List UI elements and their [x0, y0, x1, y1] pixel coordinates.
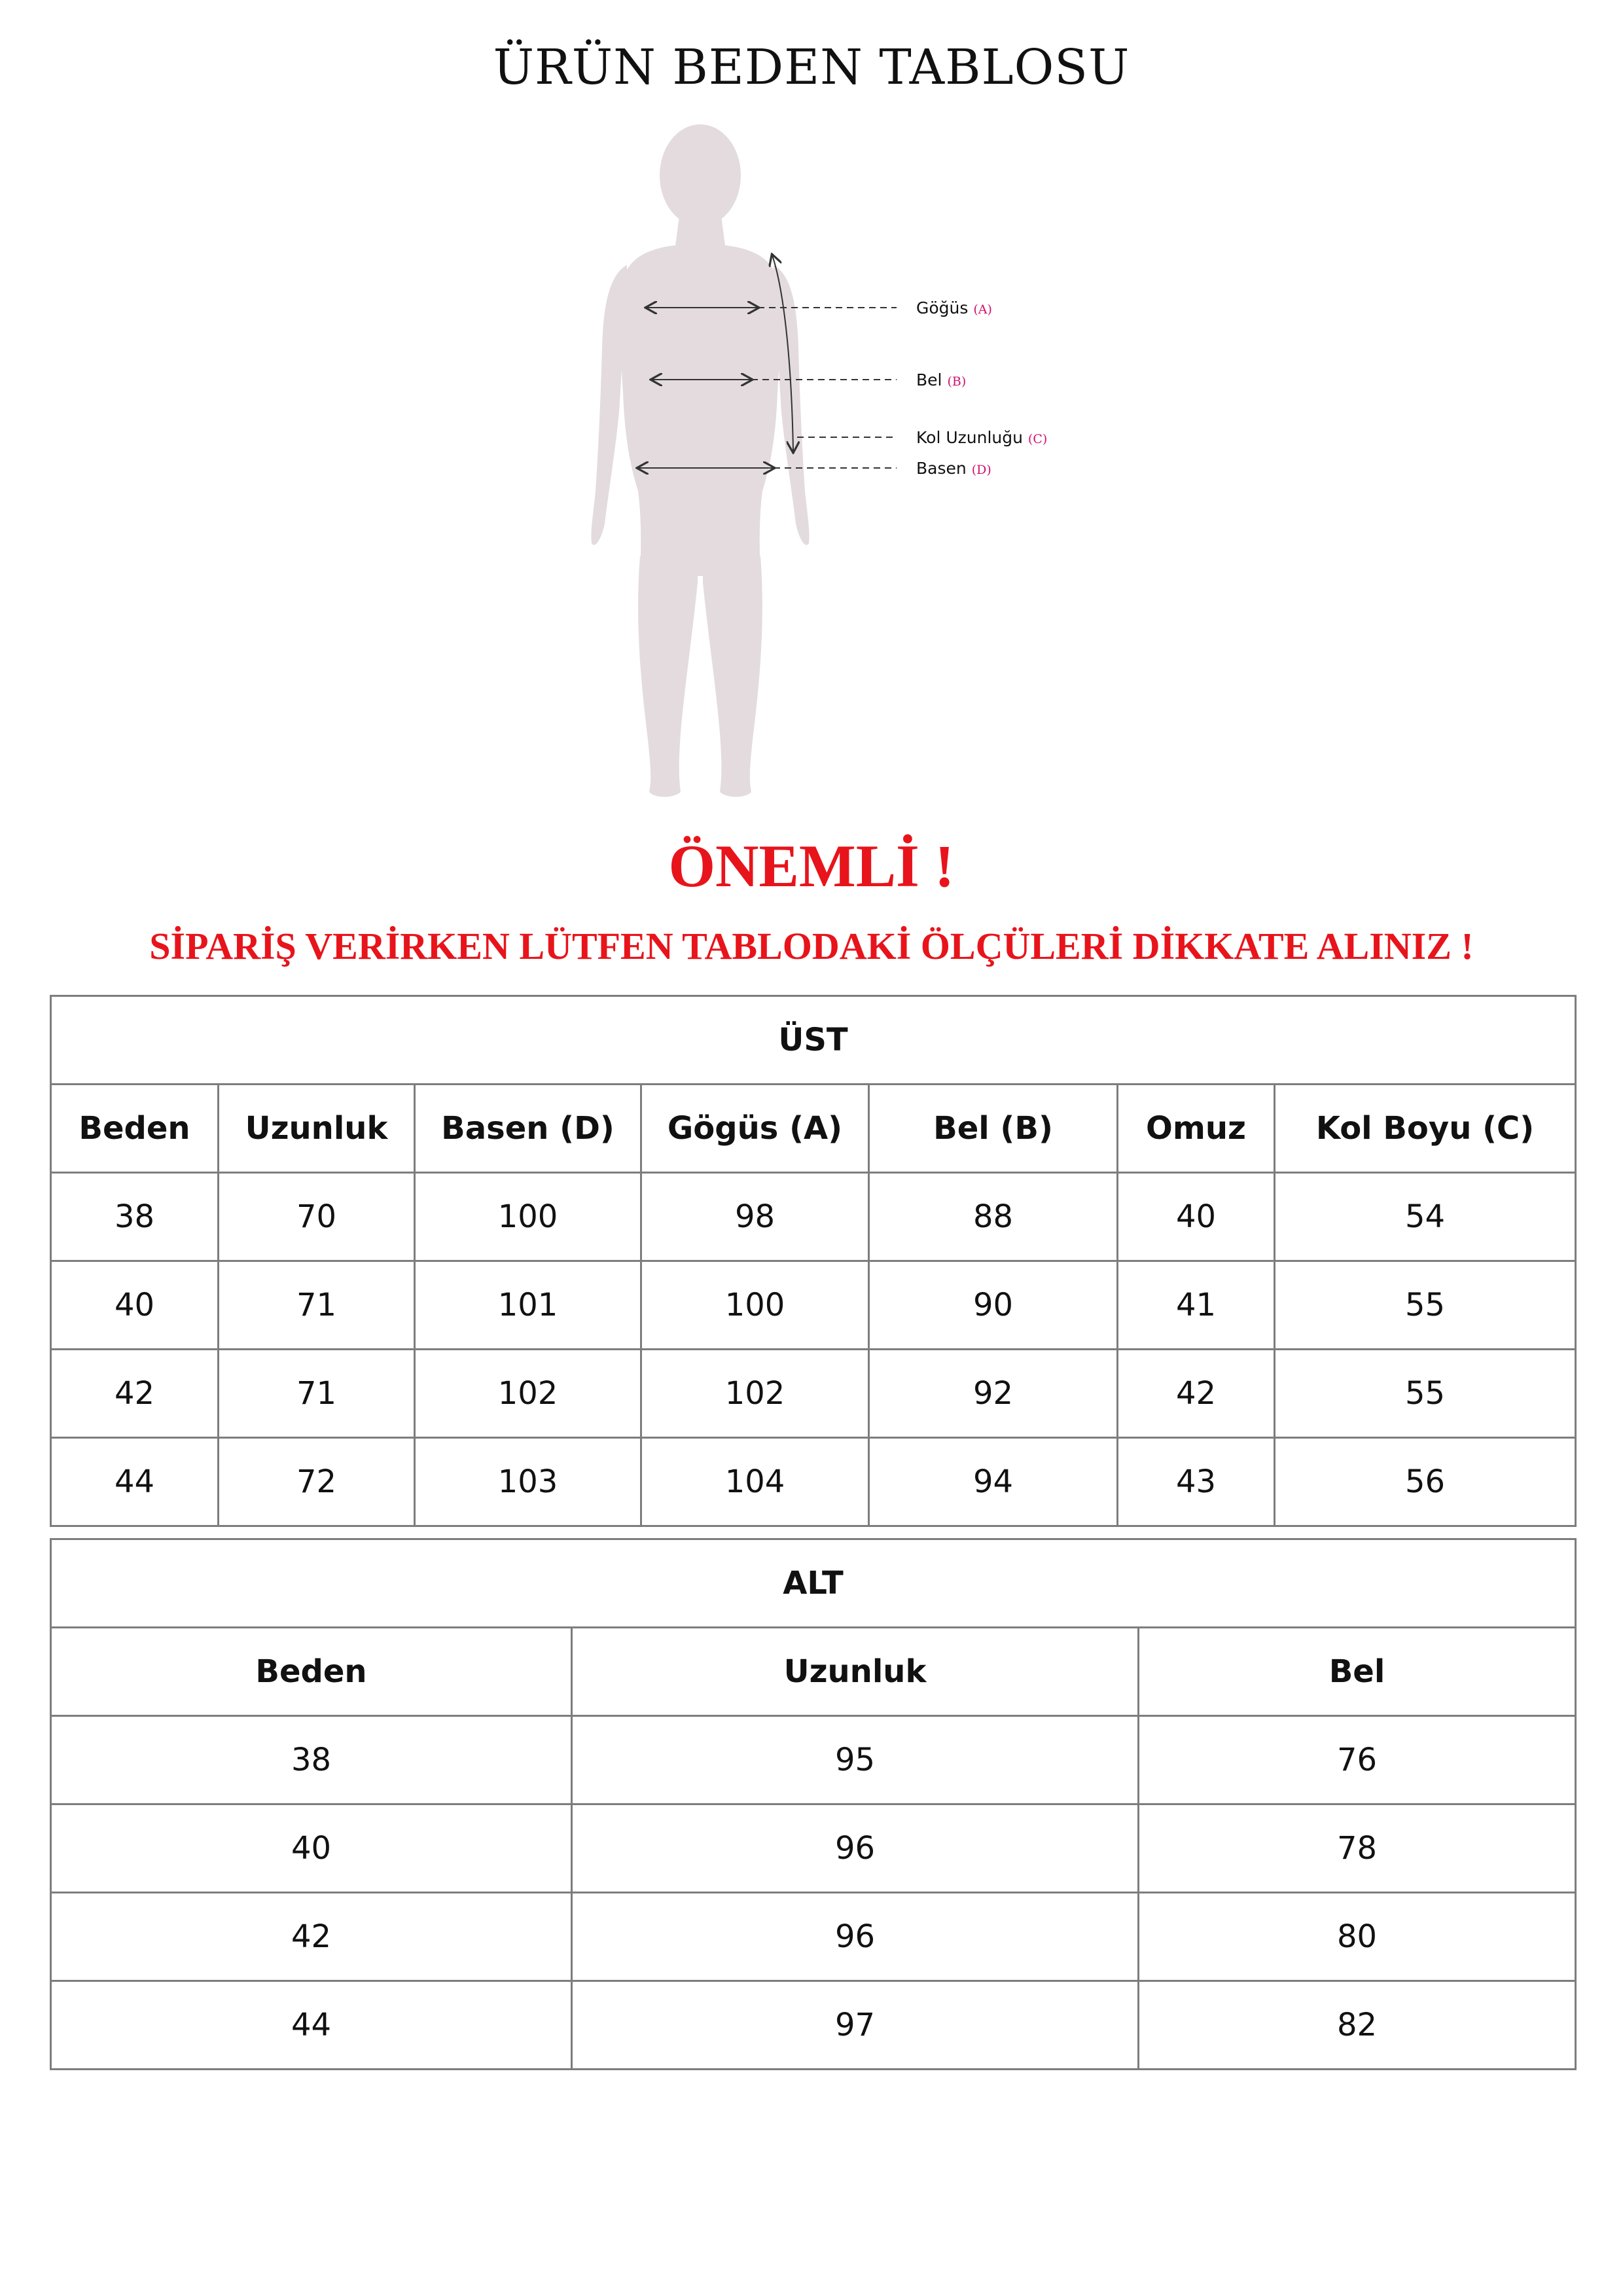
- table-cell: 44: [51, 1981, 572, 2070]
- table-header-row: [51, 1628, 1576, 1716]
- table-cell: 71: [219, 1261, 415, 1350]
- table-cell: 97: [572, 1981, 1139, 2070]
- table-cell: 42: [51, 1350, 219, 1438]
- table-cell: 41: [1118, 1261, 1275, 1350]
- table-row: [51, 1350, 1576, 1438]
- column-header: Bel (B): [869, 1085, 1118, 1173]
- table-cell: 43: [1118, 1438, 1275, 1526]
- table-row: [51, 1261, 1576, 1350]
- table-row: [51, 1438, 1576, 1526]
- table-header-row: [51, 1085, 1576, 1173]
- column-header: Beden: [51, 1628, 572, 1716]
- table-row: [51, 1716, 1576, 1804]
- waist-label: Bel (B): [916, 370, 967, 389]
- hip-label: Basen (D): [916, 459, 991, 478]
- table-cell: 88: [869, 1173, 1118, 1261]
- table-cell: 80: [1139, 1893, 1576, 1981]
- column-header: Uzunluk: [572, 1628, 1139, 1716]
- table-cell: 104: [641, 1438, 869, 1526]
- page-title: ÜRÜN BEDEN TABLOSU: [493, 39, 1130, 96]
- table-cell: 70: [219, 1173, 415, 1261]
- table-cell: 101: [415, 1261, 641, 1350]
- chest-label: Göğüs (A): [916, 298, 992, 317]
- table-row: [51, 1893, 1576, 1981]
- table-row: [51, 1981, 1576, 2070]
- table-cell: 54: [1275, 1173, 1576, 1261]
- column-header: Omuz: [1118, 1085, 1275, 1173]
- table-cell: 98: [641, 1173, 869, 1261]
- table-cell: 72: [219, 1438, 415, 1526]
- table-cell: 38: [51, 1173, 219, 1261]
- table-cell: 100: [641, 1261, 869, 1350]
- table-cell: 96: [572, 1893, 1139, 1981]
- column-header: Kol Boyu (C): [1275, 1085, 1576, 1173]
- table-cell: 42: [1118, 1350, 1275, 1438]
- table-cell: 76: [1139, 1716, 1576, 1804]
- table-cell: 96: [572, 1804, 1139, 1893]
- table-cell: 102: [415, 1350, 641, 1438]
- column-header: Gögüs (A): [641, 1085, 869, 1173]
- table-cell: 55: [1275, 1261, 1576, 1350]
- top-size-table: [50, 995, 1577, 1527]
- table-cell: 103: [415, 1438, 641, 1526]
- table-cell: 40: [51, 1261, 219, 1350]
- table-section-title: ÜST: [51, 996, 1576, 1085]
- body-measurement-figure: [576, 124, 1113, 805]
- important-heading: ÖNEMLİ !: [668, 833, 955, 899]
- bottom-size-table: [50, 1538, 1577, 2070]
- table-cell: 56: [1275, 1438, 1576, 1526]
- table-cell: 95: [572, 1716, 1139, 1804]
- table-cell: 38: [51, 1716, 572, 1804]
- table-cell: 90: [869, 1261, 1118, 1350]
- column-header: Uzunluk: [219, 1085, 415, 1173]
- column-header: Basen (D): [415, 1085, 641, 1173]
- table-cell: 92: [869, 1350, 1118, 1438]
- table-cell: 42: [51, 1893, 572, 1981]
- table-cell: 44: [51, 1438, 219, 1526]
- warning-text: SİPARİŞ VERİRKEN LÜTFEN TABLODAKİ ÖLÇÜLERİ DİKKATE ALINIZ !: [149, 925, 1474, 967]
- arm-length-label: Kol Uzunluğu (C): [916, 428, 1048, 447]
- table-cell: 102: [641, 1350, 869, 1438]
- table-row: [51, 1173, 1576, 1261]
- body-silhouette-diagram: [576, 124, 1113, 805]
- column-header: Bel: [1139, 1628, 1576, 1716]
- table-cell: 94: [869, 1438, 1118, 1526]
- table-cell: 82: [1139, 1981, 1576, 2070]
- table-section-title: ALT: [51, 1539, 1576, 1628]
- silhouette: [591, 124, 809, 797]
- table-cell: 40: [51, 1804, 572, 1893]
- table-cell: 71: [219, 1350, 415, 1438]
- table-cell: 55: [1275, 1350, 1576, 1438]
- table-cell: 78: [1139, 1804, 1576, 1893]
- table-cell: 40: [1118, 1173, 1275, 1261]
- table-row: [51, 1804, 1576, 1893]
- table-cell: 100: [415, 1173, 641, 1261]
- column-header: Beden: [51, 1085, 219, 1173]
